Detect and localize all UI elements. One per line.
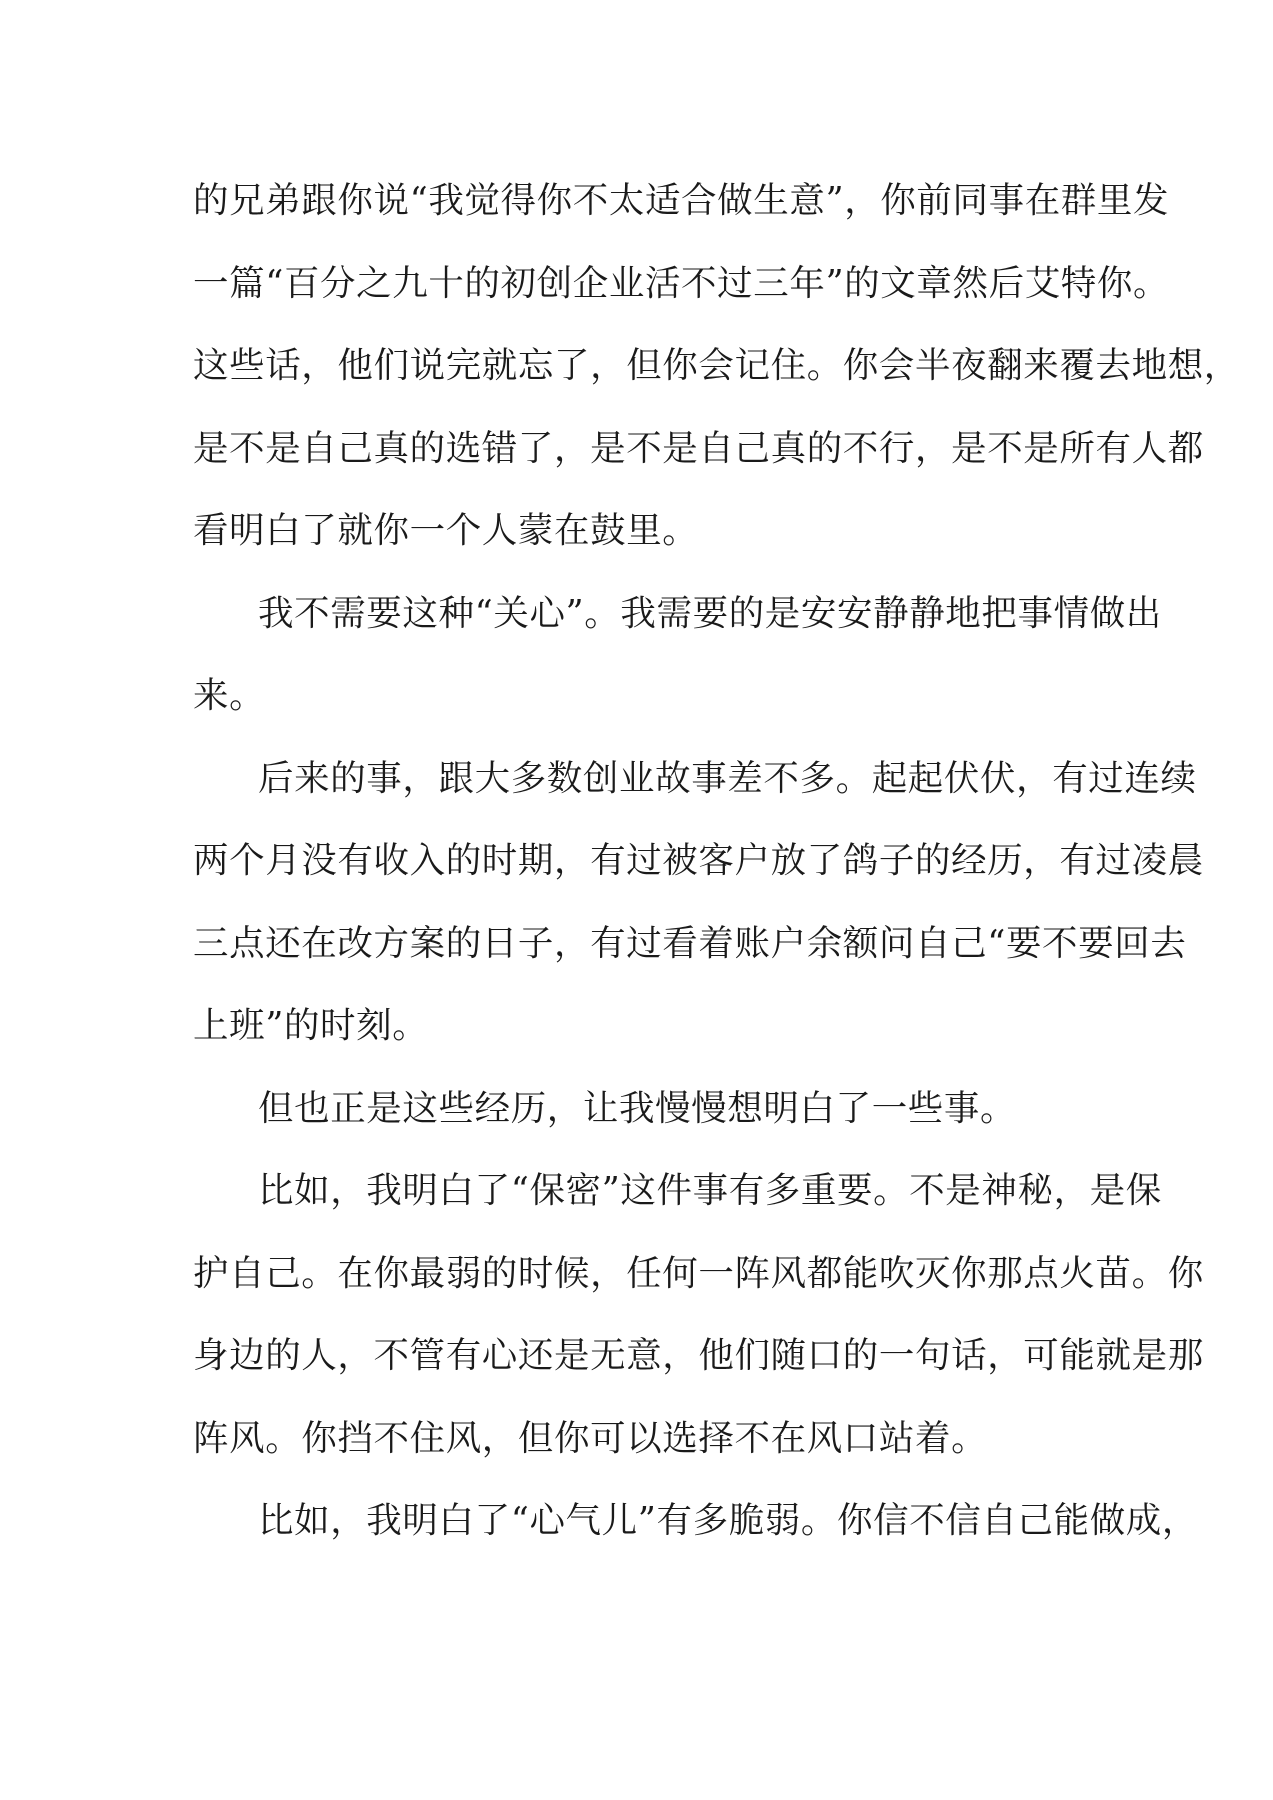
paragraph-first-line: 比如，我明白了“心气儿”有多脆弱。你信不信自己能做成， (258, 1500, 1198, 1541)
paragraph-first-line: 但也正是这些经历，让我慢慢想明白了一些事。 (258, 1087, 1017, 1129)
paragraph-first-line: 比如，我明白了“保密”这件事有多重要。不是神秘，是保 (258, 1170, 1162, 1211)
body-text (193, 160, 1240, 1563)
text-line: 阵风。你挡不住风，但你可以选择不在风口站着。 (193, 1417, 988, 1459)
text-line: 是不是自己真的选错了，是不是自己真的不行，是不是所有人都 (193, 427, 1204, 469)
text-line: 这些话，他们说完就忘了，但你会记住。你会半夜翻来覆去地想， (193, 345, 1240, 386)
text-line: 身边的人，不管有心还是无意，他们随口的一句话，可能就是那 (193, 1335, 1204, 1376)
text-line: 上班”的时刻。 (193, 1005, 429, 1046)
text-line: 看明白了就你一个人蒙在鼓里。 (193, 510, 699, 551)
text-line: 来。 (193, 675, 266, 716)
text-line: 两个月没有收入的时期，有过被客户放了鸽子的经历，有过凌晨 (193, 840, 1204, 881)
text-line: 的兄弟跟你说“我觉得你不太适合做生意”，你前同事在群里发 (193, 180, 1170, 221)
text-line: 三点还在改方案的日子，有过看着账户余额问自己“要不要回去 (193, 922, 1187, 964)
text-line: 护自己。在你最弱的时候，任何一阵风都能吹灭你那点火苗。你 (193, 1252, 1204, 1294)
paragraph-first-line: 后来的事，跟大多数创业故事差不多。起起伏伏，有过连续 (258, 757, 1197, 799)
paragraph-first-line: 我不需要这种“关心”。我需要的是安安静静地把事情做出 (258, 592, 1162, 634)
text-line: 一篇“百分之九十的初创企业活不过三年”的文章然后艾特你。 (193, 262, 1170, 304)
